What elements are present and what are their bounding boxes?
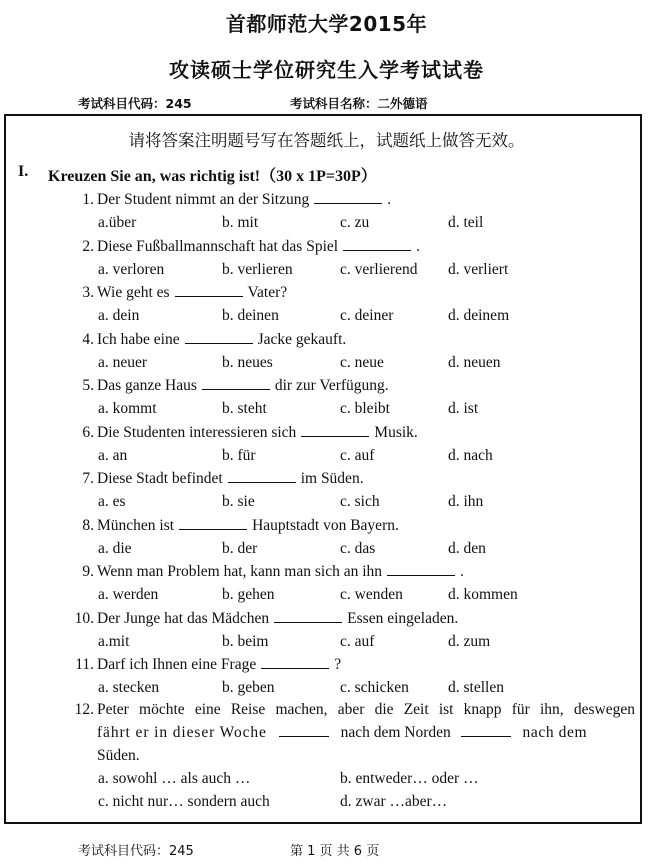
- answer-blank: [279, 724, 329, 737]
- question-stem: Der Junge hat das Mädchen: [97, 610, 270, 627]
- question-12-line-2: [97, 724, 635, 742]
- subject-name: 考试科目名称：二外德语: [290, 96, 428, 111]
- option: c. auf: [340, 633, 375, 650]
- answer-blank: [387, 563, 455, 576]
- option: d. verliert: [448, 261, 509, 278]
- option: b. neues: [222, 354, 273, 371]
- question-number: 12.: [74, 701, 94, 718]
- notice-text: 请将答案注明题号写在答题纸上，试题纸上做答无效。: [128, 131, 525, 150]
- question-number: 2.: [82, 238, 94, 255]
- option: b. der: [222, 540, 258, 557]
- answer-blank: [228, 470, 296, 483]
- option: b. sie: [222, 493, 255, 510]
- option: d. den: [448, 540, 486, 557]
- option: d. nach: [448, 447, 493, 464]
- question-text: [97, 517, 399, 535]
- answer-blank: [301, 424, 369, 437]
- question-number: 8.: [82, 517, 94, 534]
- option: a. verloren: [98, 261, 165, 278]
- question-tail: .: [387, 191, 392, 208]
- option: c. neue: [340, 354, 384, 371]
- answer-blank: [175, 284, 243, 297]
- subject-code: 考试科目代码：245: [78, 96, 192, 111]
- option: c. wenden: [340, 586, 403, 603]
- exam-title: 首都师范大学2015年: [225, 12, 428, 36]
- option: b. verlieren: [222, 261, 293, 278]
- question-tail: .: [460, 563, 464, 580]
- option: c. das: [340, 540, 376, 557]
- question-12-text-b: nach dem Norden: [340, 724, 451, 741]
- option: a.mit: [98, 633, 130, 650]
- option: b. beim: [222, 633, 269, 650]
- footer-page-number: 第 1 页 共 6 页: [290, 844, 380, 859]
- option: d. stellen: [448, 679, 504, 696]
- question-number: 4.: [82, 331, 94, 348]
- option: a. stecken: [98, 679, 160, 696]
- question-tail: dir zur Verfügung.: [274, 377, 389, 394]
- option: c. deiner: [340, 307, 394, 324]
- question-number: 11.: [75, 656, 94, 673]
- question-text: [97, 470, 364, 488]
- question-number: 5.: [82, 377, 94, 394]
- question-tail: Hauptstadt von Bayern.: [252, 517, 399, 534]
- answer-blank: [179, 517, 247, 530]
- question-tail: Musik.: [374, 424, 418, 441]
- answer-blank: [261, 656, 329, 669]
- question-text: [97, 563, 464, 581]
- question-stem: Die Studenten interessieren sich: [97, 424, 297, 441]
- option: a. werden: [98, 586, 159, 603]
- question-number: 9.: [82, 563, 94, 580]
- option: a. an: [98, 447, 128, 464]
- question-stem: Ich habe eine: [97, 331, 180, 348]
- question-text: [97, 191, 391, 209]
- option: a. kommt: [98, 400, 157, 417]
- option: b. für: [222, 447, 256, 464]
- question-stem: Der Student nimmt an der Sitzung: [97, 191, 310, 208]
- question-stem: Das ganze Haus: [97, 377, 197, 394]
- question-tail: .: [416, 238, 420, 255]
- option: b. gehen: [222, 586, 275, 603]
- option: c. bleibt: [340, 400, 390, 417]
- option: a. die: [98, 540, 132, 557]
- option: d. kommen: [448, 586, 518, 603]
- question-number: 7.: [82, 470, 94, 487]
- option: d. neuen: [448, 354, 501, 371]
- question-text: [97, 331, 346, 349]
- option: a. neuer: [98, 354, 148, 371]
- option: a. sowohl … als auch …: [98, 770, 251, 787]
- option: c. auf: [340, 447, 375, 464]
- question-text: [97, 238, 420, 256]
- question-number: 3.: [82, 284, 94, 301]
- footer-subject-code: 考试科目代码：245: [78, 844, 194, 859]
- answer-blank: [185, 331, 253, 344]
- question-number: 1.: [82, 191, 94, 208]
- section-title: Kreuzen Sie an, was richtig ist!（30 x 1P=30P）: [48, 168, 377, 185]
- option: d. deinem: [448, 307, 510, 324]
- option: c. verlierend: [340, 261, 418, 278]
- question-stem: München ist: [97, 517, 175, 534]
- question-number: 10.: [74, 610, 94, 627]
- question-text: [97, 610, 458, 628]
- answer-blank: [202, 377, 270, 390]
- option: d. ist: [448, 400, 479, 417]
- option: a. dein: [98, 307, 140, 324]
- question-tail: Vater?: [247, 284, 288, 301]
- question-12-text-a: fährt er in dieser Woche: [97, 724, 267, 741]
- answer-blank: [343, 238, 411, 251]
- option: c. zu: [340, 214, 370, 231]
- question-stem: Wenn man Problem hat, kann man sich an ihn: [97, 563, 383, 580]
- option: b. entweder… oder …: [340, 770, 479, 787]
- option: c. schicken: [340, 679, 409, 696]
- option: d. teil: [448, 214, 484, 231]
- question-text: [97, 377, 389, 395]
- question-tail: Essen eingeladen.: [347, 610, 459, 627]
- option: b. deinen: [222, 307, 279, 324]
- answer-blank: [314, 191, 382, 204]
- option: b. steht: [222, 400, 267, 417]
- option: c. sich: [340, 493, 380, 510]
- question-12-line-3: Süden.: [97, 747, 140, 764]
- question-stem: Darf ich Ihnen eine Frage: [97, 656, 257, 673]
- question-tail: Jacke gekauft.: [257, 331, 347, 348]
- question-stem: Wie geht es: [97, 284, 170, 301]
- option: d. ihn: [448, 493, 484, 510]
- question-text: [97, 656, 341, 674]
- question-stem: Diese Fußballmannschaft hat das Spiel: [97, 238, 339, 255]
- question-number: 6.: [82, 424, 94, 441]
- question-tail: ?: [334, 656, 342, 673]
- question-stem: Diese Stadt befindet: [97, 470, 223, 487]
- answer-blank: [461, 724, 511, 737]
- option: b. geben: [222, 679, 275, 696]
- question-12-text-c: nach dem: [522, 724, 588, 741]
- question-text: [97, 284, 287, 302]
- question-text: [97, 424, 418, 442]
- option: d. zwar …aber…: [340, 793, 448, 810]
- option: a. es: [98, 493, 126, 510]
- question-tail: im Süden.: [300, 470, 364, 487]
- option: a.über: [98, 214, 137, 231]
- option: b. mit: [222, 214, 259, 231]
- exam-subtitle: 攻读硕士学位研究生入学考试试卷: [169, 58, 484, 82]
- option: c. nicht nur… sondern auch: [98, 793, 270, 810]
- question-12-line-1: Peter möchte eine Reise machen, aber die Zeit ist knapp für ihn, deswegen: [97, 701, 635, 718]
- option: d. zum: [448, 633, 491, 650]
- answer-blank: [274, 610, 342, 623]
- section-number: I.: [18, 163, 29, 180]
